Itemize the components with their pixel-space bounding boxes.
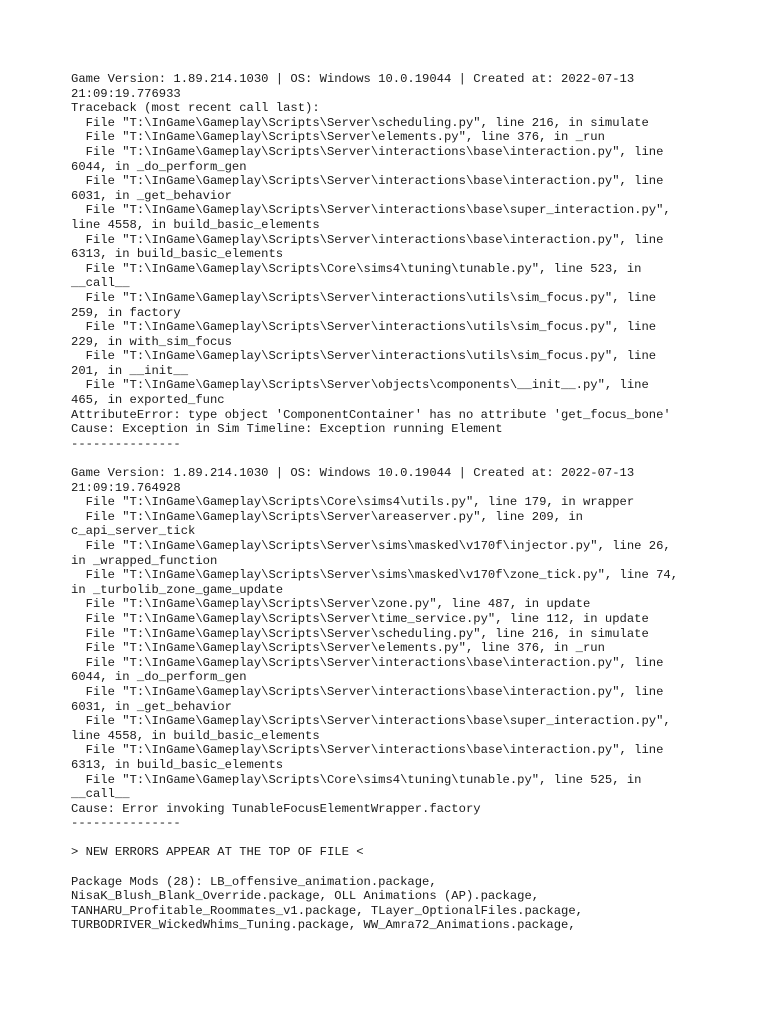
trace-line: line 4558, in build_basic_elements — [71, 728, 320, 743]
new-errors-notice: > NEW ERRORS APPEAR AT THE TOP OF FILE < — [71, 845, 364, 860]
trace-line: File "T:\InGame\Gameplay\Scripts\Server\areaserver.py", line 209, in — [71, 509, 583, 524]
mods-line: TURBODRIVER_WickedWhims_Tuning.package, WW_Amra72_Animations.package, — [71, 918, 576, 933]
trace-line: File "T:\InGame\Gameplay\Scripts\Server\interactions\base\interaction.py", line — [71, 655, 664, 670]
trace-line: File "T:\InGame\Gameplay\Scripts\Server\elements.py", line 376, in _run — [71, 641, 605, 656]
separator: --------------- — [71, 816, 181, 831]
trace-line: File "T:\InGame\Gameplay\Scripts\Server\sims\masked\v170f\injector.py", line 26, — [71, 539, 671, 553]
trace-line: 229, in with_sim_focus — [71, 334, 232, 349]
trace-line: File "T:\InGame\Gameplay\Scripts\Server\interactions\base\interaction.py", line — [71, 743, 664, 758]
mods-line: Package Mods (28): LB_offensive_animation.package, — [71, 874, 437, 889]
trace-line: File "T:\InGame\Gameplay\Scripts\Core\sims4\tuning\tunable.py", line 525, in — [71, 772, 642, 787]
trace-line: File "T:\InGame\Gameplay\Scripts\Server\interactions\base\interaction.py", line — [71, 232, 664, 247]
trace-line: File "T:\InGame\Gameplay\Scripts\Server\interactions\base\interaction.py", line — [71, 174, 664, 189]
trace-line: File "T:\InGame\Gameplay\Scripts\Server\interactions\base\super_interaction.py", — [71, 203, 671, 218]
blank-line — [71, 831, 751, 846]
traceback — [71, 101, 751, 451]
header-line: Game Version: 1.89.214.1030 | OS: Windows 10.0.19044 | Created at: 2022-07-13 — [71, 72, 635, 86]
trace-line: File "T:\InGame\Gameplay\Scripts\Server\scheduling.py", line 216, in simulate — [71, 115, 649, 130]
trace-line: File "T:\InGame\Gameplay\Scripts\Server\zone.py", line 487, in update — [71, 597, 591, 612]
trace-line: __call__ — [71, 276, 130, 291]
trace-line: 201, in __init__ — [71, 363, 189, 378]
trace-line: 6031, in _get_behavior — [71, 699, 232, 714]
trace-line: 6044, in _do_perform_gen — [71, 159, 247, 174]
trace-line: 6031, in _get_behavior — [71, 188, 232, 203]
trace-line: in _turbolib_zone_game_update — [71, 582, 284, 597]
error-entry-1 — [71, 72, 751, 451]
header-line: 21:09:19.776933 — [71, 86, 181, 101]
package-mods-list — [71, 875, 751, 933]
trace-line: File "T:\InGame\Gameplay\Scripts\Server\sims\masked\v170f\zone_tick.py", line 74, — [71, 568, 679, 583]
entry-header — [71, 466, 751, 495]
trace-line: File "T:\InGame\Gameplay\Scripts\Server\interactions\base\interaction.py", line — [71, 144, 664, 159]
trace-line: in _wrapped_function — [71, 553, 218, 568]
trace-line: 6313, in build_basic_elements — [71, 247, 284, 262]
trace-line: File "T:\InGame\Gameplay\Scripts\Server\objects\components\__init__.py", line — [71, 378, 649, 393]
entry-header — [71, 72, 751, 101]
trace-line: Traceback (most recent call last): — [71, 101, 320, 116]
header-line: Game Version: 1.89.214.1030 | OS: Windows 10.0.19044 | Created at: 2022-07-13 — [71, 466, 635, 481]
trace-line: line 4558, in build_basic_elements — [71, 217, 320, 232]
log-document — [71, 72, 751, 933]
mods-line: TANHARU_Profitable_Roommates_v1.package, TLayer_OptionalFiles.package, — [71, 903, 583, 918]
header-line: 21:09:19.764928 — [71, 480, 181, 495]
trace-line: 259, in factory — [71, 305, 181, 320]
separator: --------------- — [71, 436, 181, 451]
trace-line: File "T:\InGame\Gameplay\Scripts\Server\interactions\base\interaction.py", line — [71, 684, 664, 699]
trace-line: 6313, in build_basic_elements — [71, 757, 284, 772]
trace-line: File "T:\InGame\Gameplay\Scripts\Server\interactions\utils\sim_focus.py", line — [71, 320, 657, 335]
traceback — [71, 495, 751, 831]
cause-line: Cause: Error invoking TunableFocusElementWrapper.factory — [71, 801, 481, 816]
trace-line: File "T:\InGame\Gameplay\Scripts\Server\interactions\base\super_interaction.py", — [71, 714, 671, 729]
trace-line: __call__ — [71, 787, 130, 802]
trace-line: File "T:\InGame\Gameplay\Scripts\Server\interactions\utils\sim_focus.py", line — [71, 290, 657, 305]
cause-line: Cause: Exception in Sim Timeline: Exception running Element — [71, 422, 503, 437]
blank-line — [71, 860, 751, 875]
mods-line: NisaK_Blush_Blank_Override.package, OLL Animations (AP).package, — [71, 889, 540, 904]
trace-line: File "T:\InGame\Gameplay\Scripts\Core\sims4\utils.py", line 179, in wrapper — [71, 495, 635, 510]
blank-line — [71, 451, 751, 466]
trace-line: 6044, in _do_perform_gen — [71, 670, 247, 685]
error-entry-2 — [71, 466, 751, 831]
trace-line: File "T:\InGame\Gameplay\Scripts\Core\sims4\tuning\tunable.py", line 523, in — [71, 261, 642, 276]
trace-line: c_api_server_tick — [71, 524, 196, 539]
trace-line: 465, in exported_func — [71, 393, 225, 408]
trace-line: File "T:\InGame\Gameplay\Scripts\Server\scheduling.py", line 216, in simulate — [71, 626, 649, 641]
error-message: AttributeError: type object 'ComponentContainer' has no attribute 'get_focus_bone' — [71, 407, 671, 422]
trace-line: File "T:\InGame\Gameplay\Scripts\Server\interactions\utils\sim_focus.py", line — [71, 349, 657, 364]
trace-line: File "T:\InGame\Gameplay\Scripts\Server\elements.py", line 376, in _run — [71, 130, 605, 145]
trace-line: File "T:\InGame\Gameplay\Scripts\Server\time_service.py", line 112, in update — [71, 611, 649, 626]
